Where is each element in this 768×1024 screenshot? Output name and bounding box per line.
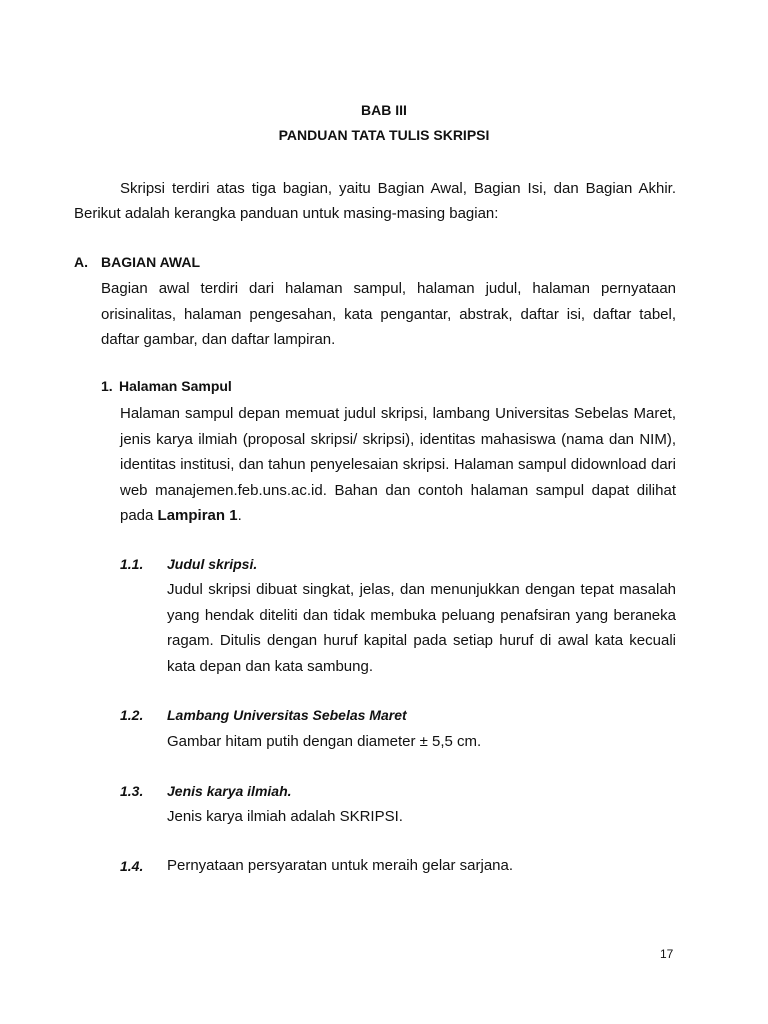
- subitem-body: Judul skripsi dibuat singkat, jelas, dan menunjukkan dengan tepat masalah yang hendak diteliti dan tidak membuka peluang penafsiran yang beraneka ragam. Ditulis dengan huruf kapital pada setiap huruf di awal kata kecuali kata depan dan kata sambung.: [167, 581, 676, 675]
- intro-text: Skripsi terdiri atas tiga bagian, yaitu Bagian Awal, Bagian Isi, dan Bagian Akhir. Berikut adalah kerangka panduan untuk masing-masing bagian:: [74, 180, 676, 222]
- section-a-body: Bagian awal terdiri dari halaman sampul, halaman judul, halaman pernyataan orisinalitas, halaman pengesahan, kata pengantar, abstrak, daftar isi, daftar tabel, daftar gambar, dan daftar lampiran.: [101, 280, 676, 348]
- intro-paragraph: [74, 176, 676, 226]
- subitem-heading: Judul skripsi.: [167, 556, 258, 572]
- subitem-number: 1.4.: [120, 858, 144, 874]
- chapter-label: BAB III: [361, 102, 407, 118]
- item-1-body: [120, 401, 676, 529]
- subitem-heading: Jenis karya ilmiah.: [167, 783, 292, 799]
- subitem-heading: Pernyataan persyaratan untuk meraih gelar sarjana.: [167, 857, 514, 874]
- item-1-number: 1.: [101, 378, 113, 394]
- section-a-number: A.: [74, 254, 88, 270]
- chapter-title: PANDUAN TATA TULIS SKRIPSI: [278, 127, 490, 143]
- subitem-heading: Lambang Universitas Sebelas Maret: [167, 707, 407, 723]
- subitem-body: Gambar hitam putih dengan diameter ± 5,5 cm.: [167, 733, 482, 750]
- section-a-title: BAGIAN AWAL: [101, 254, 201, 270]
- subitem-number: 1.2.: [120, 707, 144, 723]
- item-1-body-end: .: [237, 507, 242, 524]
- item-1-heading: [101, 378, 232, 394]
- subitem-number: 1.3.: [120, 783, 144, 799]
- subitem-number: 1.1.: [120, 556, 144, 572]
- appendix-reference: Lampiran 1: [157, 507, 238, 524]
- subitem-body: Jenis karya ilmiah adalah SKRIPSI.: [167, 808, 403, 825]
- item-1-body-text: Halaman sampul depan memuat judul skripsi, lambang Universitas Sebelas Maret, jenis karya ilmiah (proposal skripsi/ skripsi), identitas mahasiswa (nama dan NIM), identitas institusi, dan tahun penyelesaian skripsi. Halaman sampul didownload dari web manajemen.feb.uns.ac.id. Bahan dan contoh halaman sampul dapat dilihat pada: [120, 405, 676, 524]
- page-number: 17: [660, 947, 674, 961]
- item-1-title: Halaman Sampul: [119, 378, 232, 394]
- section-a-heading: [74, 254, 200, 270]
